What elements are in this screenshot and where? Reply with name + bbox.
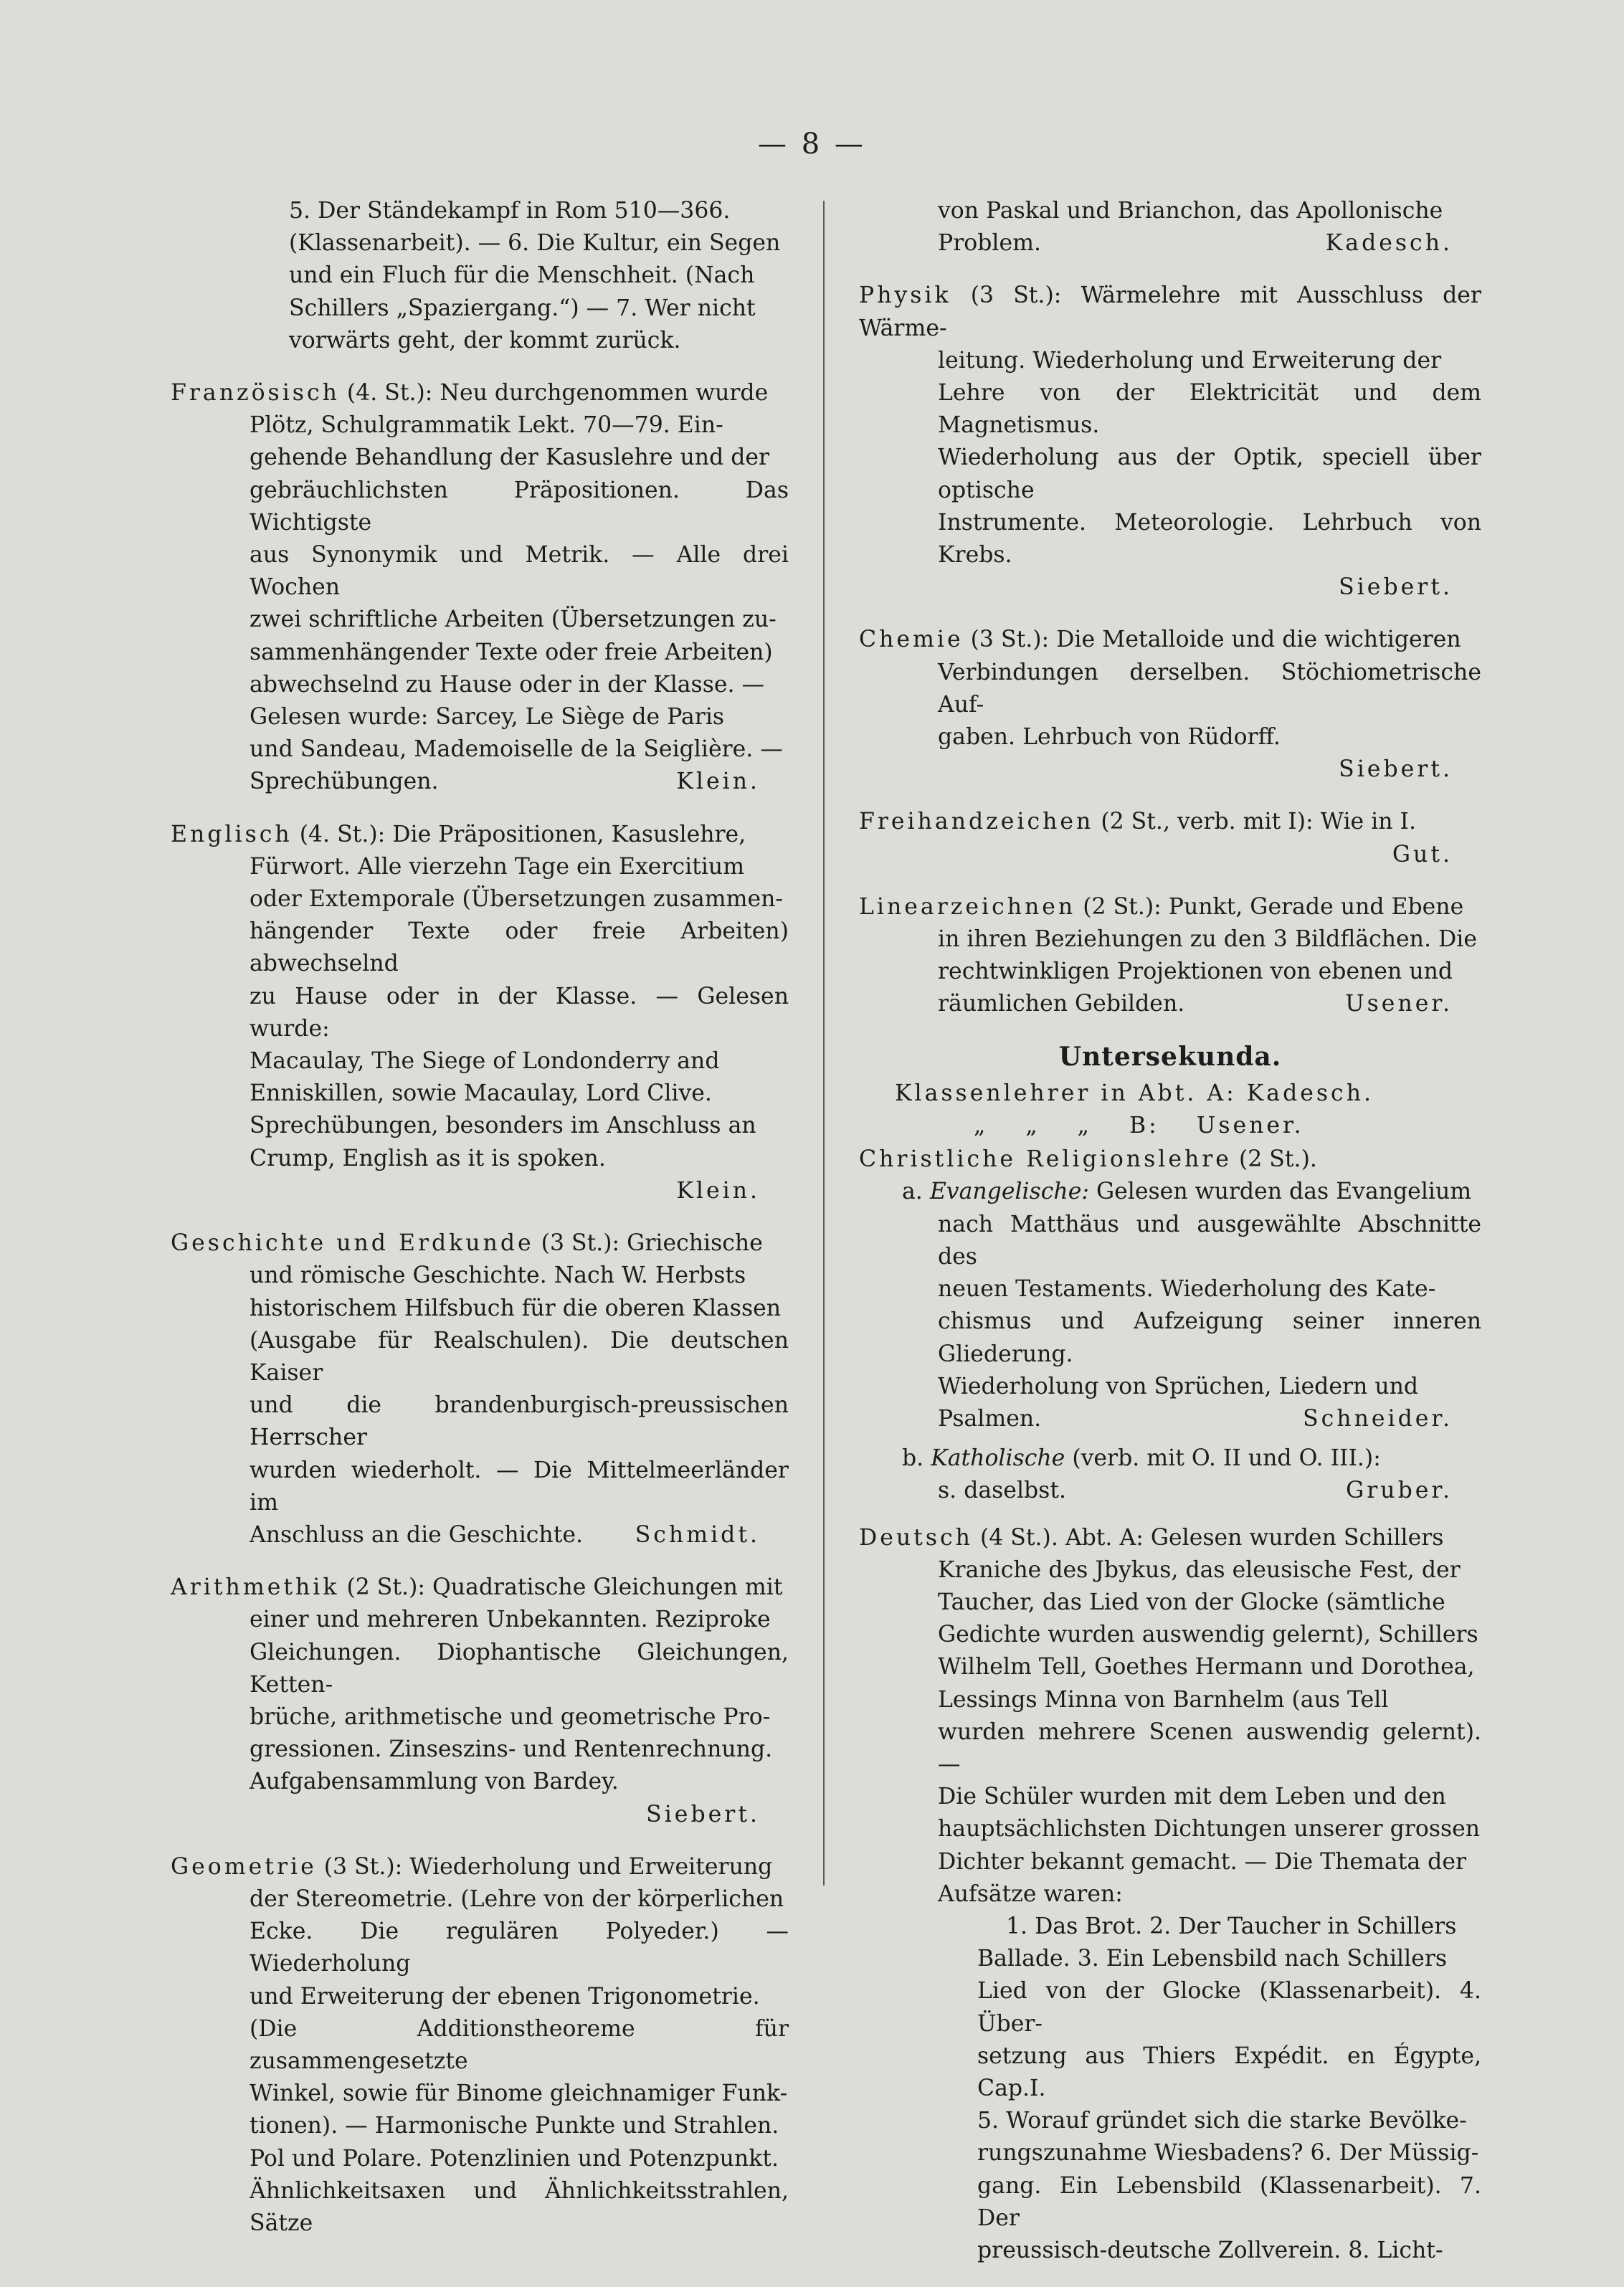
topic-line: setzung aus Thiers Expédit. en Égypte, Cap.I. xyxy=(977,2043,1481,2101)
text-line: Macaulay, The Siege of Londonderry and xyxy=(250,1048,720,1075)
text-line: Crump, English as it is spoken. xyxy=(250,1145,606,1171)
text-line: hauptsächlichsten Dichtungen unserer grossen xyxy=(938,1816,1481,1843)
teacher-name: Schmidt. xyxy=(635,1521,760,1548)
text-line: Schillers „Spaziergang.“) — 7. Wer nicht xyxy=(289,295,756,321)
text-line: Wilhelm Tell, Goethes Hermann und Dorothea, xyxy=(938,1654,1475,1680)
subject-geometrie xyxy=(171,1851,789,2240)
teacher-name: Siebert. xyxy=(1339,756,1453,783)
text-line: oder Extemporale (Übersetzungen zusammen- xyxy=(250,886,784,913)
text-line: Pol und Polare. Potenzlinien und Potenzpunkt. xyxy=(250,2145,779,2172)
text-line: Sprechübungen. Klein. xyxy=(171,766,789,798)
text-line: sammenhängender Texte oder freie Arbeiten) xyxy=(250,639,773,665)
subject-deutsch xyxy=(859,1522,1481,2268)
topic-line: rungszunahme Wiesbadens? 6. Der Müssig- xyxy=(977,2140,1479,2167)
topic-line: 1. Das Brot. 2. Der Taucher in Schillers xyxy=(1006,1913,1457,1939)
text-line: s. daselbst. Gruber. xyxy=(859,1475,1481,1507)
subject-label: Physik xyxy=(859,282,951,309)
subject-franzoesisch xyxy=(171,377,789,799)
intro-continuation xyxy=(54,195,789,357)
text-line: und ein Fluch für die Menschheit. (Nach xyxy=(289,262,755,289)
text-line: zu Hause oder in der Klasse. — Gelesen wurde: xyxy=(250,983,789,1042)
column-divider xyxy=(823,201,825,1886)
left-column xyxy=(171,195,789,2260)
text-line: Klassenlehrer in Abt. A: Kadesch. xyxy=(895,1080,1374,1106)
text-line: räumlichen Gebilden. Usener. xyxy=(859,988,1481,1020)
text-line: abwechselnd zu Hause oder in der Klasse. — xyxy=(250,671,765,698)
text-line: (Die Additionstheoreme für zusammengesetzte xyxy=(250,2015,789,2074)
text-line: historischem Hilfsbuch für die oberen Klassen xyxy=(250,1295,782,1321)
teacher-name: Gut. xyxy=(1392,841,1453,867)
text-line: von Paskal und Brianchon, das Apollonische xyxy=(938,198,1443,224)
text-line: in ihren Beziehungen zu den 3 Bildflächen. Die xyxy=(938,926,1477,953)
text-line: und die brandenburgisch-preussischen Herrscher xyxy=(250,1392,789,1451)
text-line: wurden mehrere Scenen auswendig gelernt). — xyxy=(938,1718,1481,1777)
text-line: Wiederholung von Sprüchen, Liedern und xyxy=(938,1373,1419,1399)
text-line: Physik (3 St.): Wärmelehre mit Ausschluss der Wärme- xyxy=(859,282,1481,341)
subject-label: Deutsch xyxy=(859,1524,973,1551)
text-line: wurden wiederholt. — Die Mittelmeerländer im xyxy=(250,1457,789,1516)
text-line: „ „ „ B: Usener. xyxy=(974,1113,1304,1139)
text-line: Linearzeichnen (2 St.): Punkt, Gerade und Ebene xyxy=(859,893,1464,920)
text-line: zwei schriftliche Arbeiten (Übersetzungen zu- xyxy=(250,607,777,633)
topic-line: gang. Ein Lebensbild (Klassenarbeit). 7. Der xyxy=(977,2172,1481,2231)
text-line: Lehre von der Elektricität und dem Magnetismus. xyxy=(938,380,1481,439)
denomination-label: Katholische xyxy=(931,1445,1065,1472)
geometrie-continuation xyxy=(859,195,1481,260)
teacher-name: Klein. xyxy=(676,769,760,795)
text-line: Psalmen. Schneider. xyxy=(859,1403,1481,1435)
subject-physik xyxy=(859,280,1481,604)
right-column xyxy=(859,195,1481,2287)
topic-line: Ballade. 3. Ein Lebensbild nach Schillers xyxy=(977,1946,1448,1972)
text-line: 5. Der Ständekampf in Rom 510—366. xyxy=(289,198,731,224)
text-line: Enniskillen, sowie Macaulay, Lord Clive. xyxy=(250,1080,712,1107)
text-line: Gleichungen. Diophantische Gleichungen, Ketten- xyxy=(250,1639,789,1698)
subject-geschichte xyxy=(171,1227,789,1551)
text-line: hängender Texte oder freie Arbeiten) abwechselnd xyxy=(250,918,789,977)
subject-label: Christliche Religionslehre xyxy=(859,1146,1232,1173)
text-line: Aufsätze waren: xyxy=(938,1881,1123,1907)
text-line: Französisch (4. St.): Neu durchgenommen wurde xyxy=(171,380,769,406)
subject-arithmetik xyxy=(171,1572,789,1831)
text-line: Ähnlichkeitsaxen und Ähnlichkeitsstrahlen, Sätze xyxy=(250,2177,789,2236)
text-line: Sprechübungen, besonders im Anschluss an xyxy=(250,1113,756,1139)
text-line: Englisch (4. St.): Die Präpositionen, Kasuslehre, xyxy=(171,821,746,847)
topic-line: 5. Worauf gründet sich die starke Bevölke- xyxy=(977,2108,1467,2134)
text-line: Dichter bekannt gemacht. — Die Themata der xyxy=(938,1848,1467,1875)
subject-chemie xyxy=(859,624,1481,786)
text-line: Arithmethik (2 St.): Quadratische Gleichungen mit xyxy=(171,1574,783,1601)
text-line: a. Evangelische: Gelesen wurden das Evangelium xyxy=(902,1179,1472,1205)
text-line: neuen Testaments. Wiederholung des Kate- xyxy=(938,1276,1436,1303)
text-line: Verbindungen derselben. Stöchiometrische Auf- xyxy=(938,659,1481,718)
text-line: einer und mehreren Unbekannten. Reziproke xyxy=(250,1607,771,1633)
text-line: gebräuchlichsten Präpositionen. Das Wichtigste xyxy=(250,477,789,536)
text-line: Freihandzeichen (2 St., verb. mit I): Wie in I. xyxy=(859,809,1417,835)
teacher-name: Klein. xyxy=(676,1177,760,1204)
text-line: leitung. Wiederholung und Erweiterung der xyxy=(938,347,1442,374)
text-line: Taucher, das Lied von der Glocke (sämtliche xyxy=(938,1589,1445,1615)
text-line: Geometrie (3 St.): Wiederholung und Erweiterung xyxy=(171,1853,773,1880)
text-line: (Klassenarbeit). — 6. Die Kultur, ein Segen xyxy=(289,230,781,257)
text-line: rechtwinkligen Projektionen von ebenen und xyxy=(938,959,1453,985)
text-line: Ecke. Die regulären Polyeder.) — Wiederholung xyxy=(250,1918,789,1977)
subject-religion xyxy=(859,1144,1481,1507)
text-line: Kraniche des Jbykus, das eleusische Fest, der xyxy=(938,1556,1461,1583)
text-line: Aufgabensammlung von Bardey. xyxy=(250,1769,619,1795)
subject-label: Geometrie xyxy=(171,1853,317,1880)
text-line: und Erweiterung der ebenen Trigonometrie. xyxy=(250,1983,760,2010)
text-line: (Ausgabe für Realschulen). Die deutschen Kaiser xyxy=(250,1327,789,1386)
subject-label: Linearzeichnen xyxy=(859,893,1076,920)
text-line: Christliche Religionslehre (2 St.). xyxy=(859,1146,1317,1173)
text-line: Lessings Minna von Barnhelm (aus Tell xyxy=(938,1686,1389,1713)
teacher-name: Schneider. xyxy=(1303,1405,1453,1432)
subject-freihandzeichen xyxy=(859,806,1481,870)
text-line: Wiederholung aus der Optik, speciell über optische xyxy=(938,444,1481,503)
section-heading: Untersekunda. xyxy=(1058,1041,1282,1072)
text-line: Problem. Kadesch. xyxy=(859,227,1481,260)
text-line: chismus und Aufzeigung seiner inneren Gliederung. xyxy=(938,1308,1481,1367)
subject-label: Chemie xyxy=(859,627,964,653)
teacher-name: Usener. xyxy=(1345,991,1453,1017)
text-line: Anschluss an die Geschichte. Schmidt. xyxy=(171,1519,789,1551)
text-line: aus Synonymik und Metrik. — Alle drei Wochen xyxy=(250,542,789,601)
text-line: gehende Behandlung der Kasuslehre und der xyxy=(250,444,770,471)
text-line: Instrumente. Meteorologie. Lehrbuch von Krebs. xyxy=(938,509,1481,569)
text-line: der Stereometrie. (Lehre von der körperlichen xyxy=(250,1886,784,1912)
teacher-name: Kadesch. xyxy=(1325,230,1453,257)
text-line: vorwärts geht, der kommt zurück. xyxy=(289,327,681,353)
text-line: und römische Geschichte. Nach W. Herbsts xyxy=(250,1263,746,1289)
text-line: b. Katholische (verb. mit O. II und O. III.): xyxy=(902,1445,1381,1472)
subject-label: Englisch xyxy=(171,821,293,847)
text-line: Plötz, Schulgrammatik Lekt. 70—79. Ein- xyxy=(250,412,723,439)
text-line: gressionen. Zinseszins- und Rentenrechnung. xyxy=(250,1736,773,1763)
subject-linearzeichnen xyxy=(859,891,1481,1021)
text-line: Chemie (3 St.): Die Metalloide und die wichtigeren xyxy=(859,627,1461,653)
teacher-name: Gruber. xyxy=(1346,1478,1453,1504)
subject-englisch xyxy=(171,819,789,1207)
text-line: tionen). — Harmonische Punkte und Strahlen. xyxy=(250,2113,779,2139)
teacher-name: Siebert. xyxy=(646,1801,760,1827)
text-line: Die Schüler wurden mit dem Leben und den xyxy=(938,1784,1446,1810)
text-line: nach Matthäus und ausgewählte Abschnitte des xyxy=(938,1211,1481,1270)
text-line: Geschichte und Erdkunde (3 St.): Griechische xyxy=(171,1230,763,1257)
topic-line: preussisch-deutsche Zollverein. 8. Licht- xyxy=(977,2237,1443,2263)
denomination-label: Evangelische: xyxy=(929,1179,1089,1205)
text-line: Gelesen wurde: Sarcey, Le Siège de Paris xyxy=(250,704,725,731)
teacher-name: Siebert. xyxy=(1339,574,1453,601)
subject-label: Französisch xyxy=(171,380,340,406)
page-number: — 8 — xyxy=(758,128,866,161)
text-line: Gedichte wurden auswendig gelernt), Schillers xyxy=(938,1622,1478,1648)
subject-label: Geschichte und Erdkunde xyxy=(171,1230,534,1257)
klassenlehrer xyxy=(859,1078,1481,1142)
subject-label: Arithmethik xyxy=(171,1574,340,1601)
text-line: und Sandeau, Mademoiselle de la Seiglière. — xyxy=(250,736,783,763)
topic-line: Lied von der Glocke (Klassenarbeit). 4. Über- xyxy=(977,1978,1481,2037)
text-line: gaben. Lehrbuch von Rüdorff. xyxy=(938,724,1281,751)
text-line: Fürwort. Alle vierzehn Tage ein Exercitium xyxy=(250,853,745,880)
text-line: Deutsch (4 St.). Abt. A: Gelesen wurden Schillers xyxy=(859,1524,1444,1551)
subject-label: Freihandzeichen xyxy=(859,809,1094,835)
text-line: Winkel, sowie für Binome gleichnamiger Funk- xyxy=(250,2081,788,2107)
text-line: brüche, arithmetische und geometrische Pro- xyxy=(250,1703,771,1730)
